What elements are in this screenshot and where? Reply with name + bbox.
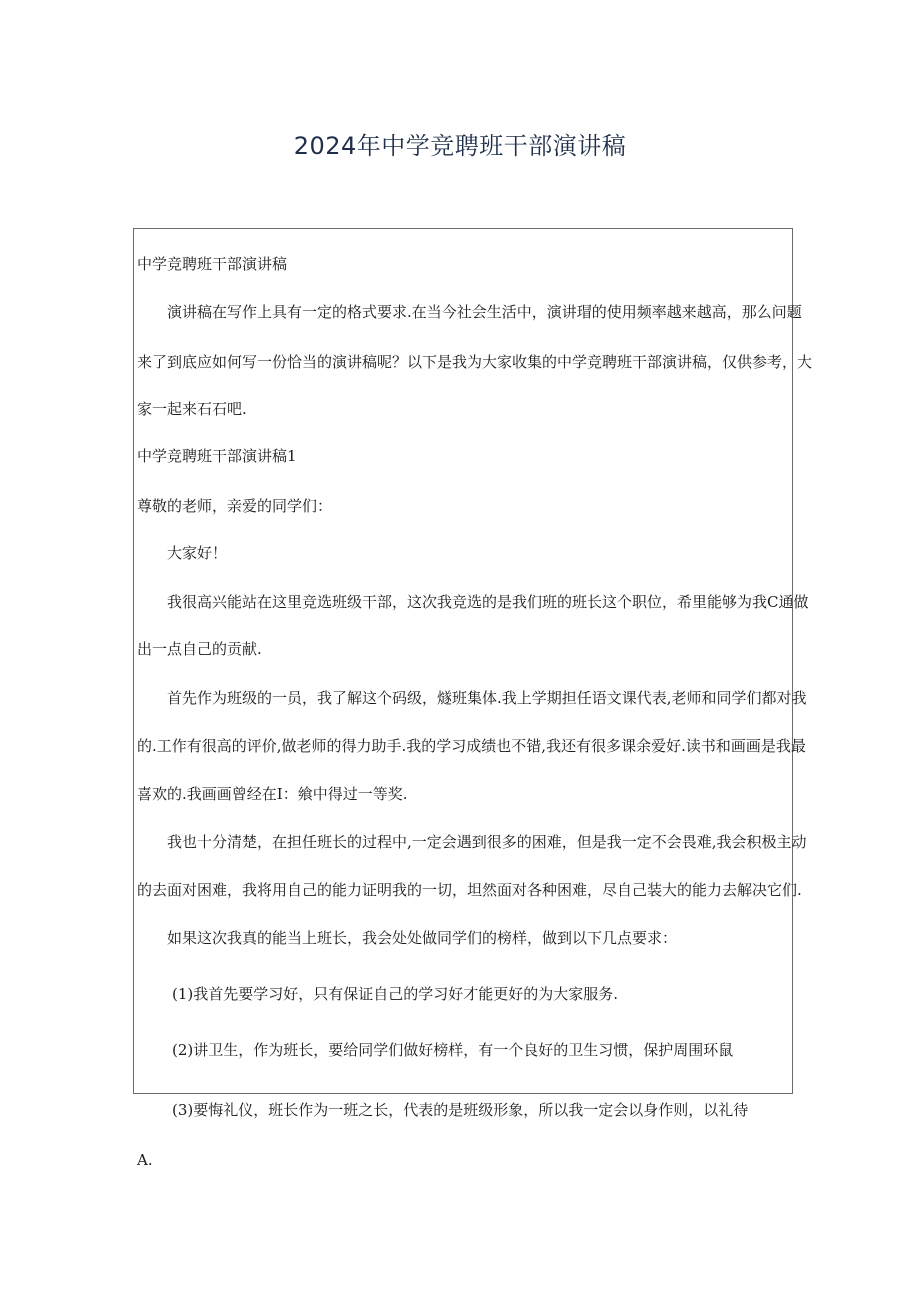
intro-paragraph-line: 家一起来石石吧. — [137, 400, 247, 418]
body-paragraph-line: 出一点自己的贡献. — [137, 640, 262, 658]
body-paragraph-line: 我很高兴能站在这里竞选班级干部，这次我竞选的是我们班的班长这个职位，希里能够为我C通做 — [167, 593, 809, 611]
salutation: 尊敬的老师，亲爱的同学们： — [137, 497, 333, 515]
body-paragraph-line: 我也十分清楚，在担任班长的过程中,一定会遇到很多的困难，但是我一定不会畏难,我会积极主动 — [167, 833, 807, 851]
body-paragraph-line: 的.工作有很高的评价,做老师的得力助手.我的学习成绩也不错,我还有很多课余爱好.读书和画画是我最 — [137, 737, 806, 755]
greeting: 大家好！ — [167, 544, 228, 562]
list-item: (2)讲卫生，作为班长，要给同学们做好榜样，有一个良好的卫生习惯，保护周围环鼠 — [172, 1041, 734, 1059]
section-heading: 中学竞聘班干部演讲稿 — [137, 255, 288, 273]
intro-paragraph-line: 演讲稿在写作上具有一定的格式要求.在当今社会生活中，演讲瑁的使用频率越来越高，那么问题 — [167, 303, 802, 321]
body-paragraph-line: 的去面对困难，我将用自己的能力证明我的一切，坦然面对各种困难，尽自己装大的能力去解决它们. — [137, 881, 802, 899]
list-item: (1)我首先要学习好，只有保证自己的学习好才能更好的为大家服务. — [172, 985, 619, 1003]
intro-paragraph-line: 来了到底应如何写一份恰当的演讲稿呢？以下是我为大家收集的中学竞聘班干部演讲稿，仅供参考，大 — [137, 353, 813, 371]
list-item-continuation: A. — [137, 1151, 153, 1169]
body-paragraph-line: 喜欢的.我画画曾经在I：飨中得过一等奖. — [137, 785, 408, 803]
list-item: (3)要悔礼仪，班长作为一班之长，代表的是班级形象，所以我一定会以身作则，以礼待 — [172, 1101, 749, 1119]
document-title: 2024年中学竞聘班干部演讲稿 — [293, 132, 627, 160]
speech-heading: 中学竞聘班干部演讲稿1 — [137, 447, 297, 465]
body-paragraph-line: 如果这次我真的能当上班长，我会处处做同学们的榜样，做到以下几点要求： — [167, 929, 678, 947]
body-paragraph-line: 首先作为班级的一员，我了解这个码级，燧班集体.我上学期担任语文课代表,老师和同学们都对我 — [167, 689, 807, 707]
